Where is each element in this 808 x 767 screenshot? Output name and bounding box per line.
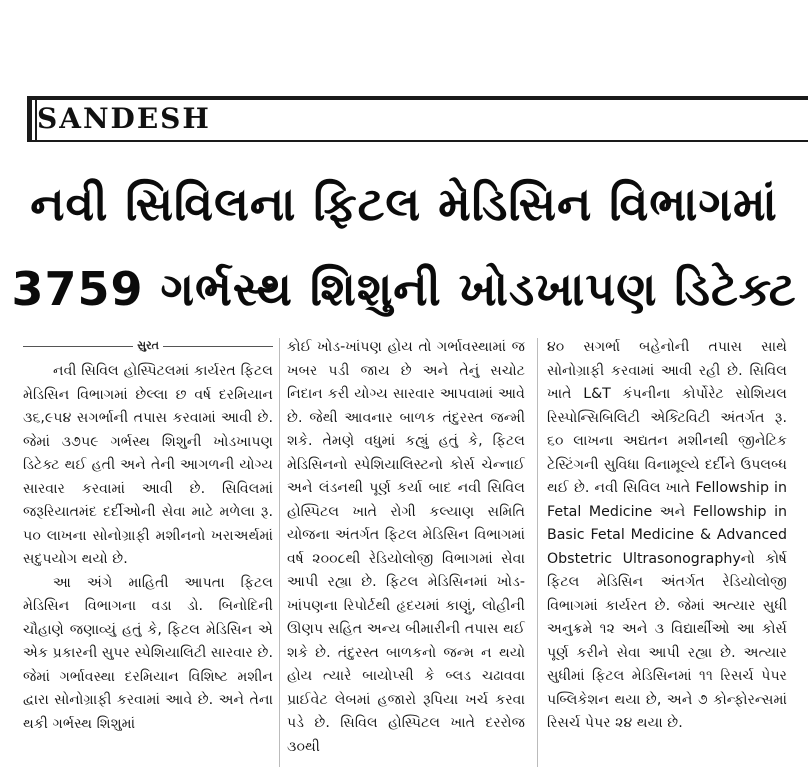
column-separator [537, 338, 538, 767]
masthead-top-rule [27, 96, 808, 100]
masthead-left-bar [27, 96, 32, 142]
article-column-1 [23, 336, 273, 736]
headline-line-2: 3759 ગર્ભસ્થ શિશુની ખોડખાપણ ડિટેક્ટ [11, 262, 797, 316]
article-paragraph: ૪૦ સગર્ભા બહેનોની તપાસ સાથે સોનોગ્રાફી કરવામાં આવી રહી છે. સિવિલ ખાતે L&T કંપનીના કોર્પોરેટ સોશિયલ રિસ્પોન્સિબિલિટી એક્ટિવિટી અંતર્ગત રૂ. ૬૦ લાખના અદ્યતન મશીનથી જીનેટિક ટેસ્ટિંગની સુવિધા વિનામૂલ્યે દર્દીને ઉપલબ્ધ થઈ છે. નવી સિવિલ ખાતે Fellowship in Fetal Medicine અને Fellowship in Basic Fetal Medicine & Advanced Obstetric Ultrasonographyનો કોર્ષ ફિટલ મેડિસિન અંતર્ગત રેડિયોલોજી વિભાગમાં કાર્યરત છે. જેમાં અત્યાર સુધી અનુક્રમે ૧૨ અને ૩ વિદ્યાર્થીઓ આ કોર્સ પૂર્ણ કરીને સેવા આપી રહ્યા છે. અત્યાર સુધીમાં ફિટલ મેડિસિનમાં ૧૧ રિસર્ચ પેપર પબ્લિકેશન થયા છે, અને ૭ કોન્ફોરન્સમાં રિસર્ચ પેપર ૨૪ થયા છે. [547, 339, 787, 731]
article-paragraph: આ અંગે માહિતી આપતા ફિટલ મેડિસિન વિભાગના વડા ડો. બિનોદિની ચૌહાણે જણાવ્યું હતું કે, ફિટલ મેડિસિન એ એક પ્રકારની સુપર સ્પેશિયાલિટી સારવાર છે. જેમાં ગર્ભાવસ્થા દરમિયાન વિશિષ્ટ મશીન દ્વારા સોનોગ્રાફી કરવામાં આવે છે. અને તેના થકી ગર્ભસ્થ શિશુમાં [23, 574, 273, 732]
masthead [27, 96, 808, 142]
newspaper-name: SANDESH [37, 102, 211, 135]
column-separator [279, 338, 280, 767]
article-column-3 [547, 336, 787, 736]
headline-line-1: નવી સિવિલના ફિટલ મેડિસિન વિભાગમાં [30, 177, 778, 231]
dateline [23, 336, 273, 356]
article-column-2 [287, 336, 525, 759]
article-paragraph: નવી સિવિલ હોસ્પિટલમાં કાર્યરત ફિટલ મેડિસિન વિભાગમાં છેલ્લા છ વર્ષ દરમિયાન ૩૬,૯૫૪ સગર્ભાની તપાસ કરવામાં આવી છે. જેમાં ૩૭૫૯ ગર્ભસ્થ શિશુની ખોડખાપણ ડિટેક્ટ થઈ હતી અને તેની આગળની યોગ્ય સારવાર કરવામાં આવી છે. સિવિલમાં જરૂરિયાતમંદ દર્દીઓની સેવા માટે મળેલા રૂ. ૫૦ લાખના સોનોગ્રાફી મશીનનો ખરાઅર્થમાં સદુપયોગ થયો છે. [23, 363, 273, 567]
masthead-bottom-rule [27, 140, 808, 142]
article-paragraph: કોઈ ખોડ-ખાંપણ હોય તો ગર્ભાવસ્થામાં જ ખબર પડી જાય છે અને તેનું સચોટ નિદાન કરી યોગ્ય સારવાર આપવામાં આવે છે. જેથી આવનાર બાળક તંદુરસ્ત જન્મી શકે. તેમણે વધુમાં કહ્યું હતું કે, ફિટલ મેડિસિનનો સ્પેશિયાલિસ્ટનો કોર્સ ચેન્નાઈ અને લંડનથી પૂર્ણ કર્યા બાદ નવી સિવિલ હોસ્પિટલ ખાતે રોગી કલ્યાણ સમિતિ યોજના અંતર્ગત ફિટલ મેડિસિન વિભાગમાં વર્ષ ૨૦૦૮થી રેડિયોલોજી વિભાગમાં સેવા આપી રહ્યા છે. ફિટલ મેડિસિનમાં ખોડ-ખાંપણના રિપોર્ટથી હૃદયમાં કાણું, લોહીની ઊણપ સહિત અન્ય બીમારીની તપાસ થઈ શકે છે. તંદુરસ્ત બાળકનો જન્મ ન થયો હોય ત્યારે બાયોપ્સી કે બ્લડ ચઢાવવા પ્રાઈવેટ લેબમાં હજારો રૂપિયા ખર્ચ કરવા પડે છે. સિવિલ હોસ્પિટલ ખાતે દરરોજ ૩૦થી [287, 339, 525, 755]
dateline-city: સુરત [137, 339, 159, 353]
dateline-rule [23, 346, 133, 347]
dateline-rule [163, 346, 273, 347]
